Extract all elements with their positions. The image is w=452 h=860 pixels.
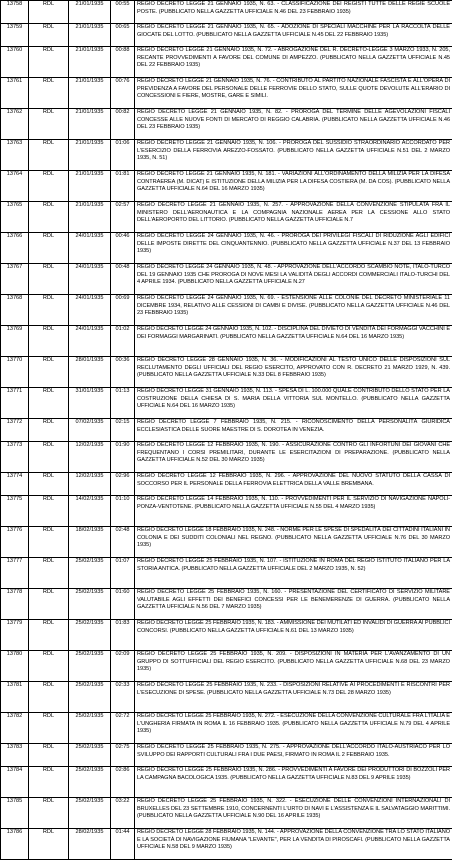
- table-row: [1, 24, 452, 47]
- code-cell: 00:69: [111, 295, 135, 326]
- description-cell: REGIO DECRETO LEGGE 21 GENNAIO 1935, N. 257. - APPROVAZIONE DELLA CONVENZIONE STIPULATA FRA IL MINISTERO DELL'AERONAUTICA E LA COMPAGNIA NAZIONALE AEREA PER LA CESSIONE ALLO STATO DELL'AEROPORTO DEL LITTORIO. (PUBBLICATO NELLA GAZZETTA UFFICIALE N.7: [135, 202, 452, 233]
- code-cell: 00:76: [111, 78, 135, 109]
- code-cell: 02:96: [111, 473, 135, 496]
- description-cell: REGIO DECRETO LEGGE 12 FEBBRAIO 1935, N. 296. - APPROVAZIONE DEL NUOVO STATUTO DELLA CASSA DI SOCCORSO PER IL PERSONALE DELLA FERROVIA ELETTRICA DELLA VALLE BREMBANA.: [135, 473, 452, 496]
- code-cell: 00:48: [111, 264, 135, 295]
- table-row: [1, 767, 452, 798]
- table-row: [1, 140, 452, 171]
- description-cell: REGIO DECRETO LEGGE 24 GENNAIO 1935, N. 48. - APPROVAZIONE DELL'ACCORDO SCAMBIO NOTE, ITALO-TURCO DEL 19 GENNAIO 1935 CHE PROROGA DI NOVE MESI LA VALIDITÀ DEGLI ACCORDI COMMERCIALI ITALO-TURCHI DEL 4 APRILE 1934. (PUBBLICATO NELLA GAZZETTA UFFICIALE N.27: [135, 264, 452, 295]
- description-cell: REGIO DECRETO LEGGE 25 FEBBRAIO 1935, N. 322. - ESECUZIONE DELLE CONVENZIONI INTERNAZIONALI DI BRUXELLES DEL 23 SETTEMBRE 1910, CONCERNENTI L'URTO DI NAVI E L'ASSISTENZA E IL SALVATAGGIO MARITTIMI. (PUBBLICATO NELLA GAZZETTA UFFICIALE N.90 DEL 16 APRILE 1935): [135, 798, 452, 829]
- code-cell: 01:10: [111, 496, 135, 527]
- description-cell: REGIO DECRETO LEGGE 25 FEBBRAIO 1935, N. 107. - ISTITUZIONE IN ROMA DEL REGIO ISTITUTO ITALIANO PER LA STORIA ANTICA. (PUBBLICATO NELLA GAZZETTA UFFICIALE DEL 2 MARZO 1935, N. 52): [135, 558, 452, 589]
- table-row: [1, 264, 452, 295]
- code-cell: 02:33: [111, 682, 135, 713]
- record-number-cell: 13776: [1, 527, 29, 558]
- record-number-cell: 13786: [1, 829, 29, 860]
- date-cell: 21/01/1935: [69, 1, 111, 24]
- description-cell: REGIO DECRETO LEGGE 12 FEBBRAIO 1935, N. 190. - ASSICURAZIONE CONTRO GLI INFORTUNI DEI GIOVANI CHE FREQUENTANO I CORSI PREMILITARI, DURANTE LE ESERCITAZIONI DI PREPARAZIONE. (PUBBLICATO NELLA GAZZETTA UFFICIALE N.52 DEL 30 MARZO 1935): [135, 442, 452, 473]
- act-type-cell: RDL: [29, 357, 69, 388]
- act-type-cell: RDL: [29, 651, 69, 682]
- date-cell: 14/02/1935: [69, 496, 111, 527]
- date-cell: 21/01/1935: [69, 109, 111, 140]
- code-cell: 02:57: [111, 202, 135, 233]
- act-type-cell: RDL: [29, 202, 69, 233]
- description-cell: REGIO DECRETO LEGGE 21 GENNAIO 1935, N. 72. - ABROGAZIONE DEL R. DECRETO-LEGGE 3 MARZO 1933, N. 205, RECANTE PROVVEDIMENTI A FAVORE DEL COMUNE DI AMPEZZO. (PUBBLICATO NELLA GAZZETTA UFFICIALE N.45 DEL 22 FEBBRAIO 1935): [135, 47, 452, 78]
- act-type-cell: RDL: [29, 1, 69, 24]
- record-number-cell: 13771: [1, 388, 29, 419]
- act-type-cell: RDL: [29, 682, 69, 713]
- date-cell: 07/02/1935: [69, 419, 111, 442]
- date-cell: 24/01/1935: [69, 326, 111, 357]
- act-type-cell: RDL: [29, 171, 69, 202]
- date-cell: 21/01/1935: [69, 202, 111, 233]
- date-cell: 25/02/1935: [69, 558, 111, 589]
- code-cell: 01:06: [111, 140, 135, 171]
- table-row: [1, 388, 452, 419]
- table-row: [1, 171, 452, 202]
- record-number-cell: 13761: [1, 78, 29, 109]
- code-cell: 00:36: [111, 357, 135, 388]
- record-number-cell: 13773: [1, 442, 29, 473]
- description-cell: REGIO DECRETO LEGGE 21 GENNAIO 1935, N. 106. - PROROGA DEL SUSSIDIO STRAORDINARIO ACCORDATO PER L'ESERCIZIO DELLA FERROVIA AREZZO-FOSSATO. (PUBBLICATO NELLA GAZZETTA UFFICIALE N.51 DEL 2 MARZO 1935, N. 51): [135, 140, 452, 171]
- description-cell: REGIO DECRETO LEGGE 21 GENNAIO 1935, N. 181. - VARIAZIONI ALL'ORDINAMENTO DELLA MILIZIA PER LA DIFESA CONTRAEREA (M. DICAT) E ISTITUZIONE DELLA MILIZIA PER LA DIFESA COSTIERA (M. DA COS). (PUBBLICATO NELLA GAZZETTA UFFICIALE N.64 DEL 16 MARZO 1935): [135, 171, 452, 202]
- record-number-cell: 13765: [1, 202, 29, 233]
- act-type-cell: RDL: [29, 109, 69, 140]
- act-type-cell: RDL: [29, 233, 69, 264]
- code-cell: 00:55: [111, 1, 135, 24]
- date-cell: 12/02/1935: [69, 442, 111, 473]
- date-cell: 25/02/1935: [69, 767, 111, 798]
- act-type-cell: RDL: [29, 419, 69, 442]
- description-cell: REGIO DECRETO LEGGE 25 FEBBRAIO 1935, N. 160. - PRESENTAZIONE DEL CERTIFICATO DI SERVIZIO MILITARE VALUTABILE AGLI EFFETTI DEI BENEFICI CONCESSI PER LE BENEMERENZE DI GUERRA. (PUBBLICATO NELLA GAZZETTA UFFICIALE N.56 DEL 7 MARZO 1935): [135, 589, 452, 620]
- record-number-cell: 13783: [1, 744, 29, 767]
- table-row: [1, 713, 452, 744]
- code-cell: 00:65: [111, 24, 135, 47]
- description-cell: REGIO DECRETO LEGGE 25 FEBBRAIO 1935, N. 209. - DISPOSIZIONI IN MATERIA PER L'AVANZAMENTO DI UN GRUPPO DI SOTTUFFICIALI DEL REGIO ESERCITO. (PUBBLICATO NELLA GAZZETTA UFFICIALE N.68 DEL 23 MARZO 1935): [135, 651, 452, 682]
- date-cell: 28/02/1935: [69, 829, 111, 860]
- record-number-cell: 13766: [1, 233, 29, 264]
- date-cell: 25/02/1935: [69, 651, 111, 682]
- date-cell: 28/01/1935: [69, 357, 111, 388]
- record-number-cell: 13784: [1, 767, 29, 798]
- table-row: [1, 589, 452, 620]
- date-cell: 25/02/1935: [69, 682, 111, 713]
- table-row: [1, 109, 452, 140]
- record-number-cell: 13781: [1, 682, 29, 713]
- code-cell: 01:83: [111, 620, 135, 651]
- description-cell: REGIO DECRETO LEGGE 24 GENNAIO 1935, N. 102. - DISCIPLINA DEL DIVIETO DI VENDITA DEI FORMAGGI VACCHINI E DEI FORMAGGI MARGARINATI. (PUBBLICATO NELLA GAZZETTA UFFICIALE N.64 DEL 16 MARZO 1935): [135, 326, 452, 357]
- date-cell: 25/02/1935: [69, 744, 111, 767]
- record-number-cell: 13774: [1, 473, 29, 496]
- table-row: [1, 744, 452, 767]
- record-number-cell: 13767: [1, 264, 29, 295]
- table-row: [1, 473, 452, 496]
- description-cell: REGIO DECRETO LEGGE 24 GENNAIO 1935, N. 69. - ESTENSIONE ALLE COLONIE DEL DECRETO MINISTERIALE 11 DICEMBRE 1934, RELATIVO ALLE CESSIONI DI CAMBI E DIVISE. (PUBBLICATO NELLA GAZZETTA UFFICIALE N.46 DEL 23 FEBBRAIO 1935): [135, 295, 452, 326]
- code-cell: 01:60: [111, 589, 135, 620]
- date-cell: 25/02/1935: [69, 798, 111, 829]
- record-number-cell: 13775: [1, 496, 29, 527]
- act-type-cell: RDL: [29, 589, 69, 620]
- date-cell: 21/01/1935: [69, 47, 111, 78]
- act-type-cell: RDL: [29, 620, 69, 651]
- description-cell: REGIO DECRETO LEGGE 28 GENNAIO 1935, N. 36. - MODIFICAZIONI AL TESTO UNICO DELLE DISPOSIZIONI SUL RECLUTAMENTO DEGLI UFFICIALI DEL REGIO ESERCITO, APPROVATO CON R. DECRETO 21 MARZO 1929, N. 439. (PUBBLICATO NELLA GAZZETTA UFFICIALE N.33 DEL 8 FEBBRAIO 1935): [135, 357, 452, 388]
- date-cell: 21/01/1935: [69, 24, 111, 47]
- act-type-cell: RDL: [29, 829, 69, 860]
- date-cell: 24/01/1935: [69, 264, 111, 295]
- record-number-cell: 13782: [1, 713, 29, 744]
- table-row: [1, 295, 452, 326]
- description-cell: REGIO DECRETO LEGGE 21 GENNAIO 1935, N. 65. - ADOZIONE DI SPECIALI MACCHINE PER LA RACCOLTA DELLE GIOCATE DEL LOTTO. (PUBBLICATO NELLA GAZZETTA UFFICIALE N.45 DEL 22 FEBBRAIO 1935): [135, 24, 452, 47]
- record-number-cell: 13763: [1, 140, 29, 171]
- act-type-cell: RDL: [29, 744, 69, 767]
- code-cell: 01:44: [111, 829, 135, 860]
- description-cell: REGIO DECRETO LEGGE 14 FEBBRAIO 1935, N. 110. - PROVVEDIMENTI PER IL SERVIZIO DI NAVIGAZIONE NAPOLI-PONZA-VENTOTENE. (PUBBLICATO NELLA GAZZETTA UFFICIALE N.55 DEL 4 MARZO 1935): [135, 496, 452, 527]
- record-number-cell: 13758: [1, 1, 29, 24]
- date-cell: 31/01/1935: [69, 388, 111, 419]
- table-row: [1, 233, 452, 264]
- record-number-cell: 13777: [1, 558, 29, 589]
- description-cell: REGIO DECRETO LEGGE 31 GENNAIO 1935, N. 113. - SPESA DI L. 100.000 QUALE CONTRIBUTO DELLO STATO PER LA COSTRUZIONE DELLA CHIESA DI S. MARIA DELLA VITTORIA SUL MONTELLO. (PUBBLICATO NELLA GAZZETTA UFFICIALE N.64 DEL 16 MARZO 1935): [135, 388, 452, 419]
- record-number-cell: 13760: [1, 47, 29, 78]
- date-cell: 18/02/1935: [69, 527, 111, 558]
- table-row: [1, 78, 452, 109]
- description-cell: REGIO DECRETO LEGGE 25 FEBBRAIO 1935, N. 233. - DISPOSIZIONI RELATIVE AI PROCEDIMENTI E RISCONTRI PER L'ESECUZIONE DI SPESE. (PUBBLICATO NELLA GAZZETTA UFFICIALE N.73 DEL 28 MARZO 1935): [135, 682, 452, 713]
- act-type-cell: RDL: [29, 527, 69, 558]
- date-cell: 25/02/1935: [69, 589, 111, 620]
- code-cell: 01:07: [111, 558, 135, 589]
- code-cell: 02:86: [111, 767, 135, 798]
- record-number-cell: 13770: [1, 357, 29, 388]
- code-cell: 01:90: [111, 442, 135, 473]
- act-type-cell: RDL: [29, 496, 69, 527]
- record-number-cell: 13772: [1, 419, 29, 442]
- description-cell: REGIO DECRETO LEGGE 25 FEBBRAIO 1935, N. 275. - APPROVAZIONE DELL'ACCORDO ITALO-AUSTRIACO PER LO SVILUPPO DEI RAPPORTI CULTURALI FRA I DUE PAESI, FIRMATO IN ROMA IL 2 FEBBRAIO 1935.: [135, 744, 452, 767]
- code-cell: 02:72: [111, 713, 135, 744]
- act-type-cell: RDL: [29, 798, 69, 829]
- code-cell: 02:75: [111, 744, 135, 767]
- description-cell: REGIO DECRETO LEGGE 28 FEBBRAIO 1935, N. 144. - APPROVAZIONE DELLA CONVENZIONE TRA LO STATO ITALIANO E LA SOCIETÀ DI NAVIGAZIONE FIUMANA "LEVANTE", PER LA VENDITA DI PIROSCAFI. (PUBBLICATO NELLA GAZZETTA UFFICIALE N.58 DEL 9 MARZO 1935): [135, 829, 452, 860]
- table-row: [1, 442, 452, 473]
- table-row: [1, 326, 452, 357]
- description-cell: REGIO DECRETO LEGGE 21 GENNAIO 1935, N. 82. - PROROGA DEL TERMINE DELLE AGEVOLAZIONI FISCALI CONCESSE ALLE NUOVE FONTI DI MERCATO DI REGGIO CALABRIA. (PUBBLICATO NELLA GAZZETTA UFFICIALE N.46 DEL 23 FEBBRAIO 1935): [135, 109, 452, 140]
- act-type-cell: RDL: [29, 78, 69, 109]
- record-number-cell: 13762: [1, 109, 29, 140]
- date-cell: 24/01/1935: [69, 233, 111, 264]
- act-type-cell: RDL: [29, 473, 69, 496]
- act-type-cell: RDL: [29, 47, 69, 78]
- description-cell: REGIO DECRETO LEGGE 25 FEBBRAIO 1935, N. 183. - AMMISSIONE DEI MUTILATI ED INVALIDI DI GUERRA AI PUBBLICI CONCORSI. (PUBBLICATO NELLA GAZZETTA UFFICIALE N.61 DEL 13 MARZO 1935): [135, 620, 452, 651]
- table-row: [1, 829, 452, 860]
- record-number-cell: 13780: [1, 651, 29, 682]
- code-cell: 02:15: [111, 419, 135, 442]
- table-row: [1, 202, 452, 233]
- table-row: [1, 558, 452, 589]
- code-cell: 01:81: [111, 171, 135, 202]
- description-cell: REGIO DECRETO LEGGE 25 FEBBRAIO 1935, N. 286. - PROVVEDIMENTI A FAVORE DEI PRODUTTORI DI BOZZOLI PER LA CAMPAGNA BACOLOGICA 1935. (PUBBLICATO NELLA GAZZETTA UFFICIALE N.83 DEL 9 APRILE 1935): [135, 767, 452, 798]
- code-cell: 02:48: [111, 527, 135, 558]
- code-cell: 00:88: [111, 47, 135, 78]
- record-number-cell: 13778: [1, 589, 29, 620]
- act-type-cell: RDL: [29, 326, 69, 357]
- date-cell: 21/01/1935: [69, 171, 111, 202]
- description-cell: REGIO DECRETO LEGGE 24 GENNAIO 1935, N. 46. - PROROGA DEI PRIVILEGI FISCALI DI RIDUZIONE AGLI EDIFICI DELLE IMPOSTE DIRETTE DEL CINQUANTENNIO. (PUBBLICATO NELLA GAZZETTA UFFICIALE N.37 DEL 13 FEBBRAIO 1935): [135, 233, 452, 264]
- description-cell: REGIO DECRETO LEGGE 21 GENNAIO 1935, N. 76. - CONTRIBUTO AL PARTITO NAZIONALE FASCISTA E ALL'OPERA DI PREVIDENZA A FAVORE DEL PERSONALE DELLE FERROVIE DELLO STATO, SULLE QUOTE DEVOLUTE ALL'ERARIO DI CONCESSIONI E FIERE, MOSTRE, GARE E SIMILI.: [135, 78, 452, 109]
- record-number-cell: 13768: [1, 295, 29, 326]
- description-cell: REGIO DECRETO LEGGE 7 FEBBRAIO 1935, N. 215. - RICONOSCIMENTO DELLA PERSONALITÀ GIURIDICA ECCLESIASTICA DELLE SUORE MAESTRE DI S. DOROTEA IN VENEZIA.: [135, 419, 452, 442]
- code-cell: 00:82: [111, 109, 135, 140]
- description-cell: REGIO DECRETO LEGGE 18 FEBBRAIO 1935, N. 248. - NORME PER LE SPESE DI SPEDALITÀ DEI CITTADINI ITALIANI IN COLONIA E DEI SUDDITI COLONIALI NEL REGNO. (PUBBLICATO NELLA GAZZETTA UFFICIALE N.76 DEL 30 MARZO 1935): [135, 527, 452, 558]
- act-type-cell: RDL: [29, 264, 69, 295]
- table-row: [1, 620, 452, 651]
- table-row: [1, 651, 452, 682]
- act-type-cell: RDL: [29, 388, 69, 419]
- record-number-cell: 13785: [1, 798, 29, 829]
- date-cell: 24/01/1935: [69, 295, 111, 326]
- table-row: [1, 682, 452, 713]
- record-number-cell: 13759: [1, 24, 29, 47]
- code-cell: 01:02: [111, 326, 135, 357]
- description-cell: REGIO DECRETO LEGGE 25 FEBBRAIO 1935, N. 272. - ESECUZIONE DELLA CONVENZIONE CULTURALE FRA L'ITALIA E L'UNGHERIA FIRMATA IN ROMA IL 16 FEBBRAIO 1935. (PUBBLICATO NELLA GAZZETTA UFFICIALE N.79 DEL 4 APRILE 1935): [135, 713, 452, 744]
- act-type-cell: RDL: [29, 558, 69, 589]
- act-type-cell: RDL: [29, 767, 69, 798]
- code-cell: 01:13: [111, 388, 135, 419]
- code-cell: 00:46: [111, 233, 135, 264]
- table-row: [1, 496, 452, 527]
- act-type-cell: RDL: [29, 442, 69, 473]
- record-number-cell: 13779: [1, 620, 29, 651]
- date-cell: 21/01/1935: [69, 140, 111, 171]
- date-cell: 25/02/1935: [69, 713, 111, 744]
- date-cell: 12/02/1935: [69, 473, 111, 496]
- record-number-cell: 13764: [1, 171, 29, 202]
- act-type-cell: RDL: [29, 295, 69, 326]
- table-row: [1, 1, 452, 24]
- act-type-cell: RDL: [29, 713, 69, 744]
- code-cell: 03:22: [111, 798, 135, 829]
- date-cell: 25/02/1935: [69, 620, 111, 651]
- description-cell: REGIO DECRETO LEGGE 21 GENNAIO 1935, N. 63. - CLASSIFICAZIONE DEI REGISTI TUTTE DELLE REGIE SCUOLE POSTE. (PUBBLICATO NELLA GAZZETTA UFFICIALE N.46 DEL 23 FEBBRAIO 1935): [135, 1, 452, 24]
- decree-table-body: [1, 1, 452, 860]
- table-row: [1, 798, 452, 829]
- record-number-cell: 13769: [1, 326, 29, 357]
- table-row: [1, 419, 452, 442]
- date-cell: 21/01/1935: [69, 78, 111, 109]
- act-type-cell: RDL: [29, 24, 69, 47]
- table-row: [1, 527, 452, 558]
- code-cell: 02:09: [111, 651, 135, 682]
- table-row: [1, 357, 452, 388]
- act-type-cell: RDL: [29, 140, 69, 171]
- table-row: [1, 47, 452, 78]
